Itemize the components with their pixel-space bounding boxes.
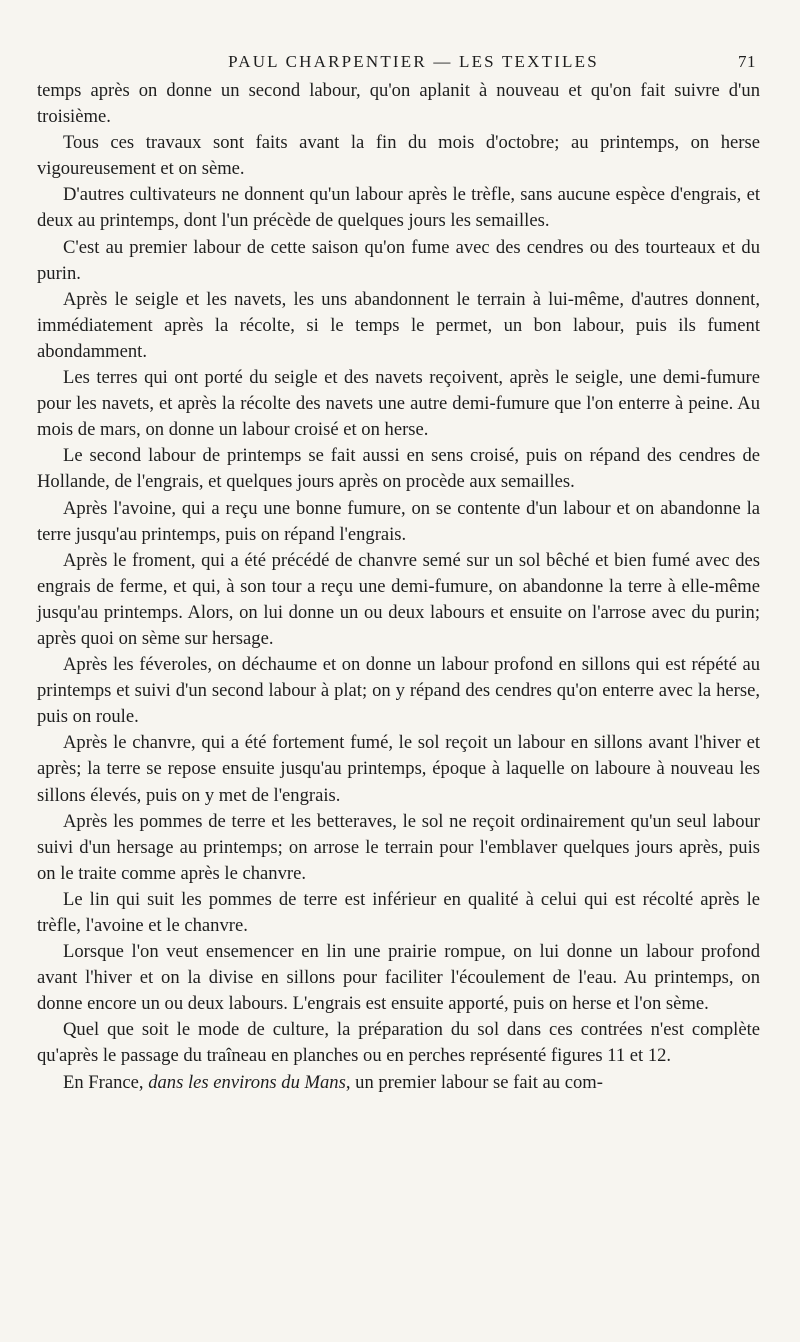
paragraph: D'autres cultivateurs ne donnent qu'un labour après le trèfle, sans aucune espèce d'engrais, et deux au printemps, dont l'un précède de quelques jours les semailles. [37,184,760,232]
paragraph-tail: , un premier labour se fait au com- [345,1071,603,1093]
page-number: 71 [738,52,756,71]
paragraph: Après les pommes de terre et les betteraves, le sol ne reçoit ordinairement qu'un seul labour suivi d'un hersage au printemps; on arrose le terrain pour l'emblaver quelques jours après, puis on le traite comme après le chanvre. [37,810,760,884]
paragraph: Après les féveroles, on déchaume et on donne un labour profond en sillons qui est répété au printemps et suivi d'un second labour à plat; on y répand des cendres qu'on enterre avec la herse, puis on roule. [37,654,760,728]
paragraph: temps après on donne un second labour, qu'on aplanit à nouveau et qu'on fait suivre d'un troisième. [37,80,760,128]
paragraph: Le lin qui suit les pommes de terre est inférieur en qualité à celui qui est récolté après le trèfle, l'avoine et le chanvre. [37,888,760,936]
paragraph-lead: En France, [63,1071,149,1093]
paragraph: Après le seigle et les navets, les uns abandonnent le terrain à lui-même, d'autres donnent, immédiatement après la récolte, si le temps le permet, un bon labour, puis ils fument abondamment. [37,288,760,362]
paragraph: C'est au premier labour de cette saison qu'on fume avec des cendres ou des tourteaux et du purin. [37,236,760,284]
paragraph: Tous ces travaux sont faits avant la fin du mois d'octobre; au printemps, on herse vigoureusement et on sème. [37,132,760,180]
running-title: PAUL CHARPENTIER — LES TEXTILES [228,52,599,71]
running-head [37,46,760,78]
paragraph: Le second labour de printemps se fait aussi en sens croisé, puis on répand des cendres de Hollande, de l'engrais, et quelques jours après on procède aux semailles. [37,445,760,493]
paragraph-italic-place: dans les environs du Mans [148,1071,346,1093]
body-text [37,78,760,1096]
paragraph: Après le froment, qui a été précédé de chanvre semé sur un sol bêché et bien fumé avec des engrais de ferme, et qui, à son tour a reçu une demi-fumure, on abandonne la terre à elle-même jusqu'au printemps. Alors, on lui donne un ou deux labours et ensuite on l'arrose avec du purin; après quoi on sème sur hersage. [37,549,760,649]
paragraph: Quel que soit le mode de culture, la préparation du sol dans ces contrées n'est complète qu'après le passage du traîneau en planches ou en perches représenté figures 11 et 12. [37,1019,760,1067]
paragraph: Après le chanvre, qui a été fortement fumé, le sol reçoit un labour en sillons avant l'hiver et après; la terre se repose ensuite jusqu'au printemps, époque à laquelle on laboure à nouveau les sillons élevés, puis on y met de l'engrais. [37,732,760,806]
paragraph: Après l'avoine, qui a reçu une bonne fumure, on se contente d'un labour et on abandonne la terre jusqu'au printemps, puis on répand l'engrais. [37,497,760,545]
paragraph: Les terres qui ont porté du seigle et des navets reçoivent, après le seigle, une demi-fumure pour les navets, et après la récolte des navets une autre demi-fumure que l'on enterre à peine. Au mois de mars, on donne un labour croisé et on herse. [37,367,760,441]
paragraph: Lorsque l'on veut ensemencer en lin une prairie rompue, on lui donne un labour profond avant l'hiver et on la divise en sillons pour faciliter l'écoulement de l'eau. Au printemps, on donne encore un ou deux labours. L'engrais est ensuite apporté, puis on herse et l'on sème. [37,941,760,1015]
paragraph-last [37,1070,760,1096]
